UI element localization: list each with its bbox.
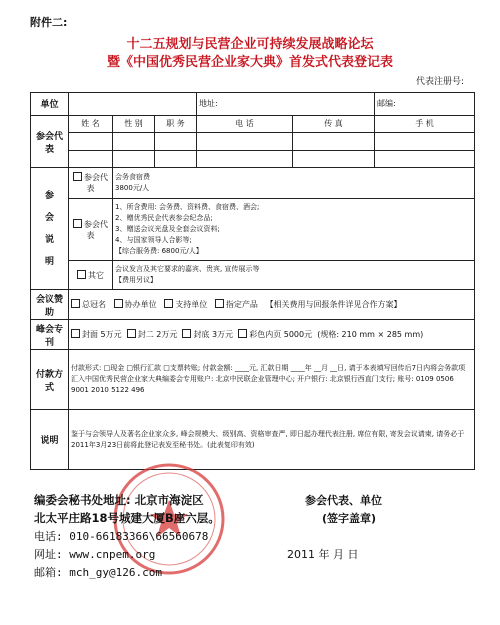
col-gender: 性 别 [113,115,155,133]
ads-options [69,320,475,350]
col-title: 职 务 [155,115,197,133]
notes-label: 说明 [31,410,69,470]
option1-line: 会务食宿费 [115,173,150,182]
option3-fee: 【费用另议】 [115,276,157,285]
rep-signature-note: (签字盖章) [322,512,377,525]
option1-line: 3800元/人 [115,184,150,193]
explain-char: 参 [44,190,54,201]
payment-text: 付款形式: □现金 □银行汇款 □支票转账; 付款金额: ____元, 汇款日期 ____年 __月 __日, 请于本表填写回传后7日内将会务款项汇入中国优秀民营企业家大典编委会专用账户: 北京中民联企业管理中心; 开户银行: 北京银行西直门支行; 账号: 0109 0506 9001 2010 5122 496 [69,350,475,410]
explain-char: 会 [44,212,54,223]
rep-row[interactable] [31,150,475,168]
checkbox-icon[interactable] [164,299,173,308]
option3-line: 会议发言及其它要求的嘉宾、贵宾, 宣传展示等 [115,265,260,274]
option2-line: 3、赠送会议光盘及全套会议资料; [115,225,220,234]
checkbox-icon[interactable] [182,329,191,338]
sponsor-option[interactable]: 协办单位 [124,300,157,310]
payment-label: 付款方式 [31,350,69,410]
office-email: 邮箱: mch_gy@126.com [34,566,162,579]
checkbox-icon[interactable] [77,270,86,279]
checkbox-icon[interactable] [215,299,224,308]
ads-option[interactable]: 彩色内页 5000元 [249,330,313,340]
option2-line: 4、与国家领导人合影等; [115,236,192,245]
rep-row[interactable] [31,133,475,151]
address-field[interactable] [197,93,375,116]
office-phone: 电话: 010-66183366\66560678 [34,530,209,543]
ads-label: 峰会专刊 [31,320,69,350]
sponsor-label: 会议赞助 [31,290,69,320]
checkbox-icon[interactable] [71,329,80,338]
notes-text: 鉴于与会领导人及著名企业家众多, 峰会规模大、级别高、资格审查严, 即日起办理代表注册, 席位有限, 寄发会议请柬, 请务必于 2011年3月23日前将此登记表发至秘书处。(此表复印有效) [69,410,475,470]
col-fax: 传 真 [293,115,375,133]
checkbox-icon[interactable] [73,172,82,181]
office-website: 网址: www.cnpem.org [34,548,156,561]
unit-name-field[interactable] [69,93,197,116]
ads-option[interactable]: 封底 3万元 [193,330,234,340]
option1-detail [113,168,475,199]
col-name: 姓 名 [69,115,113,133]
option2-detail [113,199,475,261]
checkbox-icon[interactable] [127,329,136,338]
explain-label [31,168,69,290]
explain-char: 明 [44,256,54,267]
col-phone: 电 话 [197,115,293,133]
checkbox-icon[interactable] [238,329,247,338]
form-title-line2: 暨《中国优秀民营企业家大典》首发式代表登记表 [106,55,393,70]
sponsor-option[interactable]: 总冠名 [82,300,106,310]
postcode-field[interactable] [375,93,475,116]
checkbox-icon[interactable] [71,299,80,308]
postcode-label: 邮编: [377,99,396,109]
ads-size: (规格: 210 mm × 285 mm) [317,330,424,340]
option3-checkbox[interactable] [69,261,113,290]
option3-detail [113,261,475,290]
col-mobile: 手 机 [375,115,475,133]
form-title-line1: 十二五规划与民营企业可持续发展战略论坛 [126,37,374,52]
option2-name: 参会代表 [84,219,108,240]
registration-number-label: 代表注册号: [415,77,464,87]
rep-signature-label: 参会代表、单位 [305,494,382,507]
attachment-label: 附件二: [30,16,68,29]
option1-checkbox[interactable] [69,168,113,199]
unit-label: 单位 [31,93,69,116]
reps-label: 参会代表 [31,115,69,168]
office-address-line2: 北太平庄路18号城建大厦B座六层。 [34,511,220,525]
option2-line: 1、所含费用: 会务费、资料费、食宿费、酒会; [115,203,260,212]
sponsor-options [69,290,475,320]
address-label: 地址: [199,99,218,109]
checkbox-icon[interactable] [73,219,82,228]
option2-line: 2、赠优秀民企代表参会纪念品; [115,214,213,223]
sponsor-note: 【相关费用与回报条件详见合作方案】 [265,300,402,310]
option2-checkbox[interactable] [69,199,113,261]
sponsor-option[interactable]: 指定产品 [225,300,258,310]
option2-fee: 【综合服务费: 6800元/人】 [115,247,203,256]
ads-option[interactable]: 封二 2万元 [137,330,178,340]
explain-char: 说 [44,234,54,245]
sign-date: 2011 年 月 日 [287,548,359,561]
registration-form-table [30,92,475,470]
checkbox-icon[interactable] [114,299,123,308]
option3-name: 其它 [88,270,104,280]
option1-name: 参会代表 [84,173,108,194]
ads-option[interactable]: 封面 5万元 [82,330,122,340]
office-address-line1: 编委会秘书处地址: 北京市海淀区 [34,493,204,507]
sponsor-option[interactable]: 支持单位 [175,300,208,310]
